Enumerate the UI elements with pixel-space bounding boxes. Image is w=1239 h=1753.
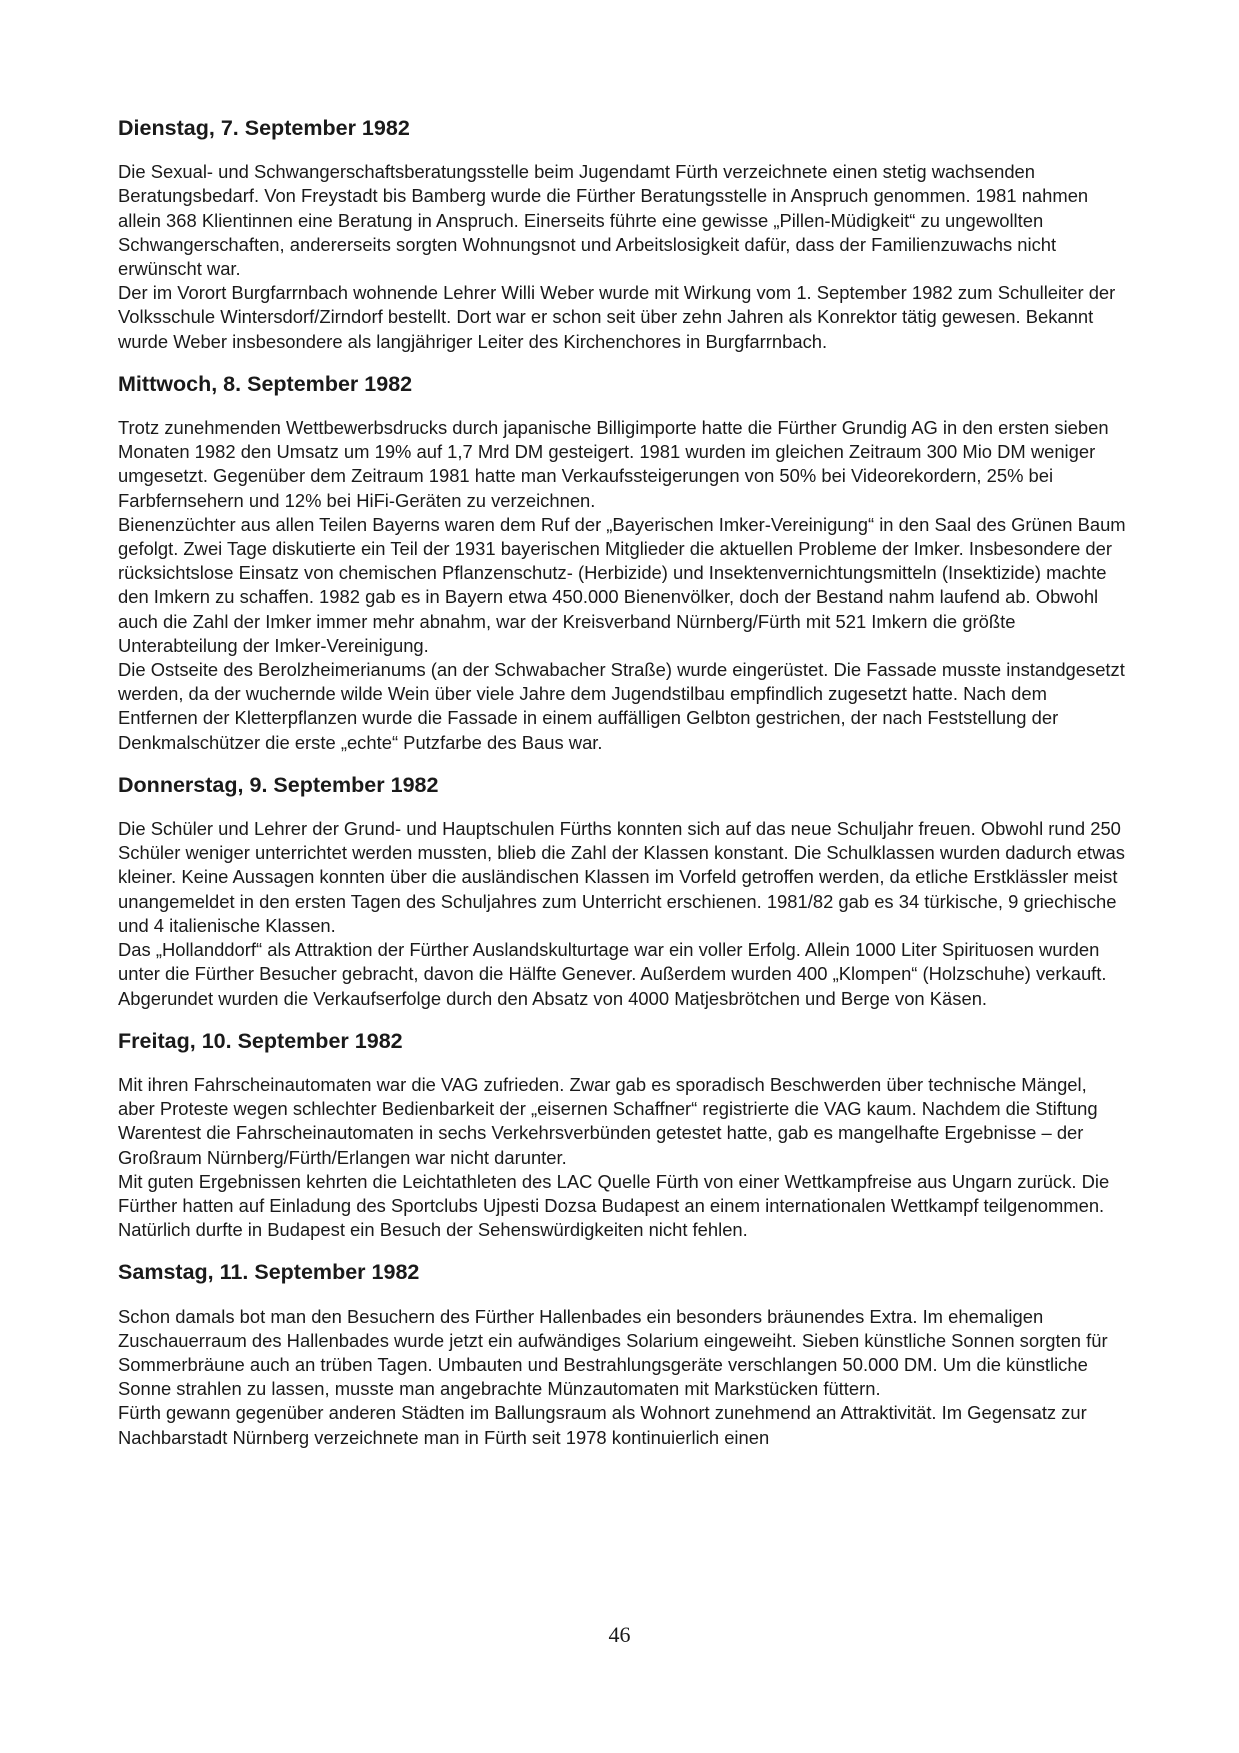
entry-1982-09-10 [118,1029,1128,1243]
entry-2022-09-07 [118,116,1128,354]
entry-date: Freitag, 10. September 1982 [118,1028,403,1053]
entry-1982-09-08 [118,372,1128,755]
entry-paragraph: Die Sexual- und Schwangerschaftsberatungsstelle beim Jugendamt Fürth verzeichnete einen stetig wachsenden Beratungsbedarf. Von Freystadt bis Bamberg wurde die Fürther Beratungsstelle in Anspruch genommen. 1981 nahmen allein 368 Klientinnen eine Beratung in Anspruch. Einerseits führte eine gewisse „Pillen-Müdigkeit“ zu ungewollten Schwangerschaften, andererseits sorgten Wohnungsnot und Arbeitslosigkeit dafür, dass der Familienzuwachs nicht erwünscht war. [118,161,1089,280]
entry-1982-09-11 [118,1260,1128,1449]
entry-date: Donnerstag, 9. September 1982 [118,772,439,797]
entry-paragraph: Fürth gewann gegenüber anderen Städten im Ballungsraum als Wohnort zunehmend an Attraktivität. Im Gegensatz zur Nachbarstadt Nürnberg verzeichnete man in Fürth seit 1978 kontinuierlich einen [118,1402,1087,1448]
entry-1982-09-09 [118,773,1128,1011]
entry-paragraph: Schon damals bot man den Besuchern des Fürther Hallenbades ein besonders bräunendes Extra. Im ehemaligen Zuschauerraum des Hallenbades wurde jetzt ein aufwändiges Solarium eingeweiht. Sieben künstliche Sonnen sorgten für Sommerbräune auch an trüben Tagen. Umbauten und Bestrahlungsgeräte verschlangen 50.000 DM. Um die künstliche Sonne strahlen zu lassen, musste man angebrachte Münzautomaten mit Markstücken füttern. [118,1305,1108,1400]
entry-date: Mittwoch, 8. September 1982 [118,371,413,396]
entry-paragraph: Mit guten Ergebnissen kehrten die Leichtathleten des LAC Quelle Fürth von einer Wettkampfreise aus Ungarn zurück. Die Fürther hatten auf Einladung des Sportclubs Ujpesti Dozsa Budapest an einem internationalen Wettkampf teilgenommen. Natürlich durfte in Budapest ein Besuch der Sehenswürdigkeiten nicht fehlen. [118,1170,1110,1241]
entry-paragraph: Der im Vorort Burgfarrnbach wohnende Lehrer Willi Weber wurde mit Wirkung vom 1. September 1982 zum Schulleiter der Volksschule Wintersdorf/Zirndorf bestellt. Dort war er schon seit über zehn Jahren als Konrektor tätig gewesen. Bekannt wurde Weber insbesondere als langjähriger Leiter des Kirchenchores in Burgfarrnbach. [118,282,1116,352]
entry-date: Samstag, 11. September 1982 [118,1260,420,1285]
entry-paragraph: Die Ostseite des Berolzheimerianums (an der Schwabacher Straße) wurde eingerüstet. Die Fassade musste instandgesetzt werden, da der wuchernde wilde Wein über viele Jahre dem Jugendstilbau empfindlich zugesetzt hatte. Nach dem Entfernen der Kletterpflanzen wurde die Fassade in einem auffälligen Gelbton gestrichen, der nach Feststellung der Denkmalschützer die erste „echte“ Putzfarbe des Baus war. [118,659,1125,753]
entry-paragraph: Das „Hollanddorf“ als Attraktion der Fürther Auslandskulturtage war ein voller Erfolg. Allein 1000 Liter Spirituosen wurden unter die Fürther Besucher gebracht, davon die Hälfte Genever. Außerdem wurden 400 „Klompen“ (Holzschuhe) verkauft. Abgerundet wurden die Verkaufserfolge durch den Absatz von 4000 Matjesbrötchen und Berge von Käsen. [118,939,1107,1009]
entry-paragraph: Trotz zunehmenden Wettbewerbsdrucks durch japanische Billigimporte hatte die Fürther Grundig AG in den ersten sieben Monaten 1982 den Umsatz um 19% auf 1,7 Mrd DM gesteigert. 1981 wurden im gleichen Zeitraum 300 Mio DM weniger umgesetzt. Gegenüber dem Zeitraum 1981 hatte man Verkaufssteigerungen von 50% bei Videorekordern, 25% bei Farbfernsehern und 12% bei HiFi-Geräten zu verzeichnen. [118,417,1109,511]
page-number: 46 [608,1622,631,1647]
entry-paragraph: Die Schüler und Lehrer der Grund- und Hauptschulen Fürths konnten sich auf das neue Schuljahr freuen. Obwohl rund 250 Schüler weniger unterrichtet werden mussten, blieb die Zahl der Klassen konstant. Die Schulklassen wurden dadurch etwas kleiner. Keine Aussagen konnten über die ausländischen Klassen im Vorfeld getroffen werden, da etliche Erstklässler meist unangemeldet in den ersten Tagen des Schuljahres zum Unterricht erschienen. 1981/82 gab es 34 türkische, 9 griechische und 4 italienische Klassen. [118,818,1125,936]
entry-date: Dienstag, 7. September 1982 [118,116,410,140]
entry-paragraph: Mit ihren Fahrscheinautomaten war die VAG zufrieden. Zwar gab es sporadisch Beschwerden über technische Mängel, aber Proteste wegen schlechter Bedienbarkeit der „eisernen Schaffner“ registrierte die VAG kaum. Nachdem die Stiftung Warentest die Fahrscheinautomaten in sechs Verkehrsverbünden getestet hatte, gab es mangelhafte Ergebnisse – der Großraum Nürnberg/Fürth/Erlangen war nicht darunter. [118,1073,1098,1168]
document-body [118,116,1128,1468]
entry-paragraph: Bienenzüchter aus allen Teilen Bayerns waren dem Ruf der „Bayerischen Imker-Vereinigung“ in den Saal des Grünen Baum gefolgt. Zwei Tage diskutierte ein Teil der 1931 bayerischen Mitglieder die aktuellen Probleme der Imker. Insbesondere der rücksichtslose Einsatz von chemischen Pflanzenschutz- (Herbizide) und Insektenvernichtungsmitteln (Insektizide) machte den Imkern zu schaffen. 1982 gab es in Bayern etwa 450.000 Bienenvölker, doch der Bestand nahm laufend ab. Obwohl auch die Zahl der Imker immer mehr abnahm, war der Kreisverband Nürnberg/Fürth mit 521 Imkern die größte Unterabteilung der Imker-Vereinigung. [118,513,1126,656]
